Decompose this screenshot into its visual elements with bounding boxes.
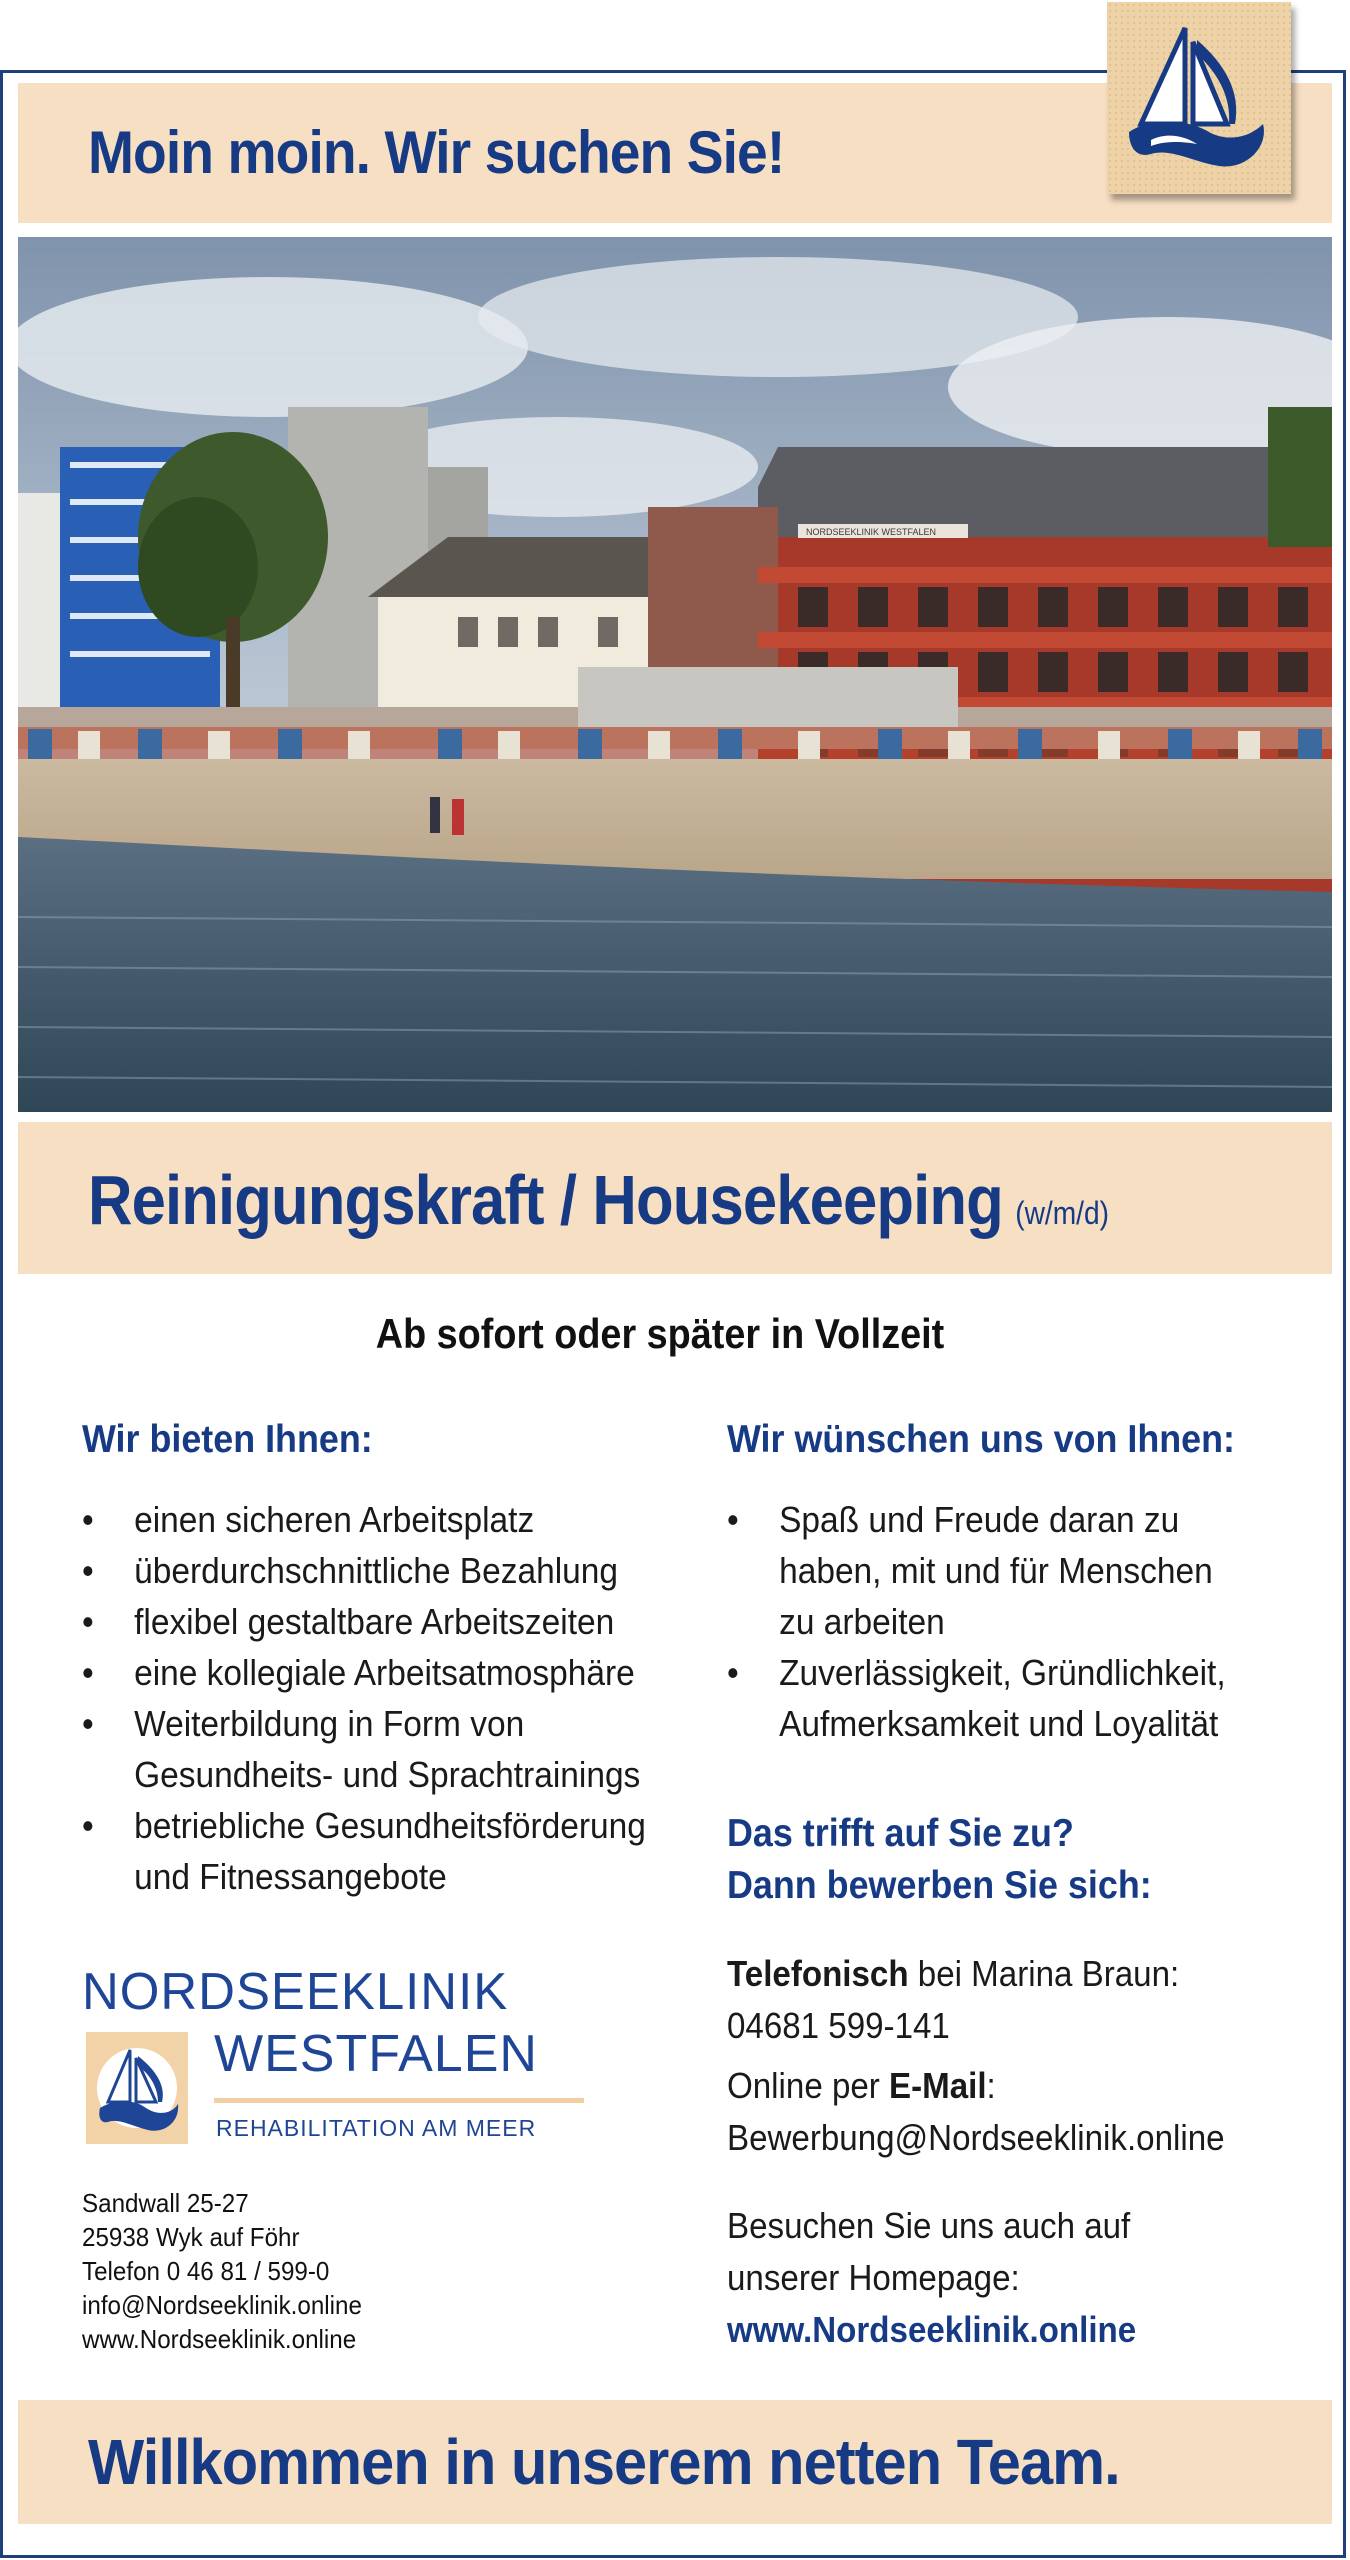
brand-logo-icon [86,2032,188,2144]
email-label: E-Mail [889,2065,987,2106]
visit-line-2: unserer Homepage: [727,2257,1020,2298]
wish-item-line: Aufmerksamkeit und Loyalität [779,1703,1219,1744]
phone-label: Telefonisch [727,1953,909,1994]
wish-item [727,1494,1226,1647]
job-subtitle: Ab sofort oder später in Vollzeit [375,1310,945,1357]
phone-contact-person: bei Marina Braun: [908,1953,1180,1994]
job-title [88,1160,1109,1240]
offer-item-line: • Weiterbildung in Form von [134,1703,525,1744]
offer-item [82,1698,646,1800]
offer-item-line: • betriebliche Gesundheitsförderung [134,1805,646,1846]
beach-photo [18,237,1332,1112]
address-city: 25938 Wyk auf Föhr [82,2222,300,2252]
wish-heading: Wir wünschen uns von Ihnen: [727,1418,1235,1461]
job-title-text: Reinigungskraft / Housekeeping [88,1161,1003,1239]
application-email[interactable]: Bewerbung@Nordseeklinik.online [727,2117,1225,2158]
phone-number[interactable]: 04681 599-141 [727,2005,950,2046]
footer-headline: Willkommen in unserem netten Team. [88,2426,1120,2498]
offer-item [82,1647,646,1698]
offer-item-line: und Fitnessangebote [134,1856,447,1897]
offer-item [82,1800,646,1902]
header-headline: Moin moin. Wir suchen Sie! [88,119,785,186]
wish-item-line: • Spaß und Freude daran zu [779,1499,1180,1540]
offer-item-line: Gesundheits- und Sprachtrainings [134,1754,641,1795]
cta-line-2: Dann bewerben Sie sich: [727,1864,1152,1907]
offer-heading: Wir bieten Ihnen: [82,1418,373,1461]
offer-item [82,1494,646,1545]
clinic-beach-photo [18,237,1332,1112]
cta-line-1: Das trifft auf Sie zu? [727,1812,1074,1855]
homepage-contact [727,2200,1136,2356]
address-email[interactable]: info@Nordseeklinik.online [82,2290,362,2320]
brand-name-line-1: NORDSEEKLINIK [82,1963,509,2021]
wish-item-line: zu arbeiten [779,1601,945,1642]
sailboat-logo [1107,2,1291,194]
call-to-action [727,1808,1152,1912]
email-contact [727,2060,1225,2164]
phone-contact [727,1948,1179,2052]
brand-name-line-2: WESTFALEN [214,2025,538,2083]
wish-item-line: • Zuverlässigkeit, Gründlichkeit, [779,1652,1226,1693]
offer-item-line: • eine kollegiale Arbeitsatmosphäre [134,1652,635,1693]
website-link[interactable]: www.Nordseeklinik.online [727,2309,1137,2350]
job-title-suffix: (w/m/d) [1015,1195,1110,1231]
address-street: Sandwall 25-27 [82,2188,249,2218]
address-web[interactable]: www.Nordseeklinik.online [82,2324,357,2354]
email-suffix: : [986,2065,996,2106]
offer-item [82,1596,646,1647]
brand-divider [214,2098,584,2103]
address-block [82,2186,362,2356]
email-prefix: Online per [727,2065,890,2106]
address-phone: Telefon 0 46 81 / 599-0 [82,2256,330,2286]
wish-item [727,1647,1226,1749]
offer-list [82,1494,688,1902]
offer-item [82,1545,646,1596]
offer-item-line: • flexibel gestaltbare Arbeitszeiten [134,1601,615,1642]
sailboat-icon [1123,20,1273,176]
offer-item-line: • einen sicheren Arbeitsplatz [134,1499,535,1540]
building-sign: NORDSEEKLINIK WESTFALEN [806,527,937,537]
visit-line-1: Besuchen Sie uns auch auf [727,2205,1131,2246]
sailboat-icon [86,2032,188,2144]
wish-list [727,1494,1263,1749]
wish-item-line: haben, mit und für Menschen [779,1550,1213,1591]
offer-item-line: • überdurchschnittliche Bezahlung [134,1550,618,1591]
brand-tagline: REHABILITATION AM MEER [216,2115,537,2141]
